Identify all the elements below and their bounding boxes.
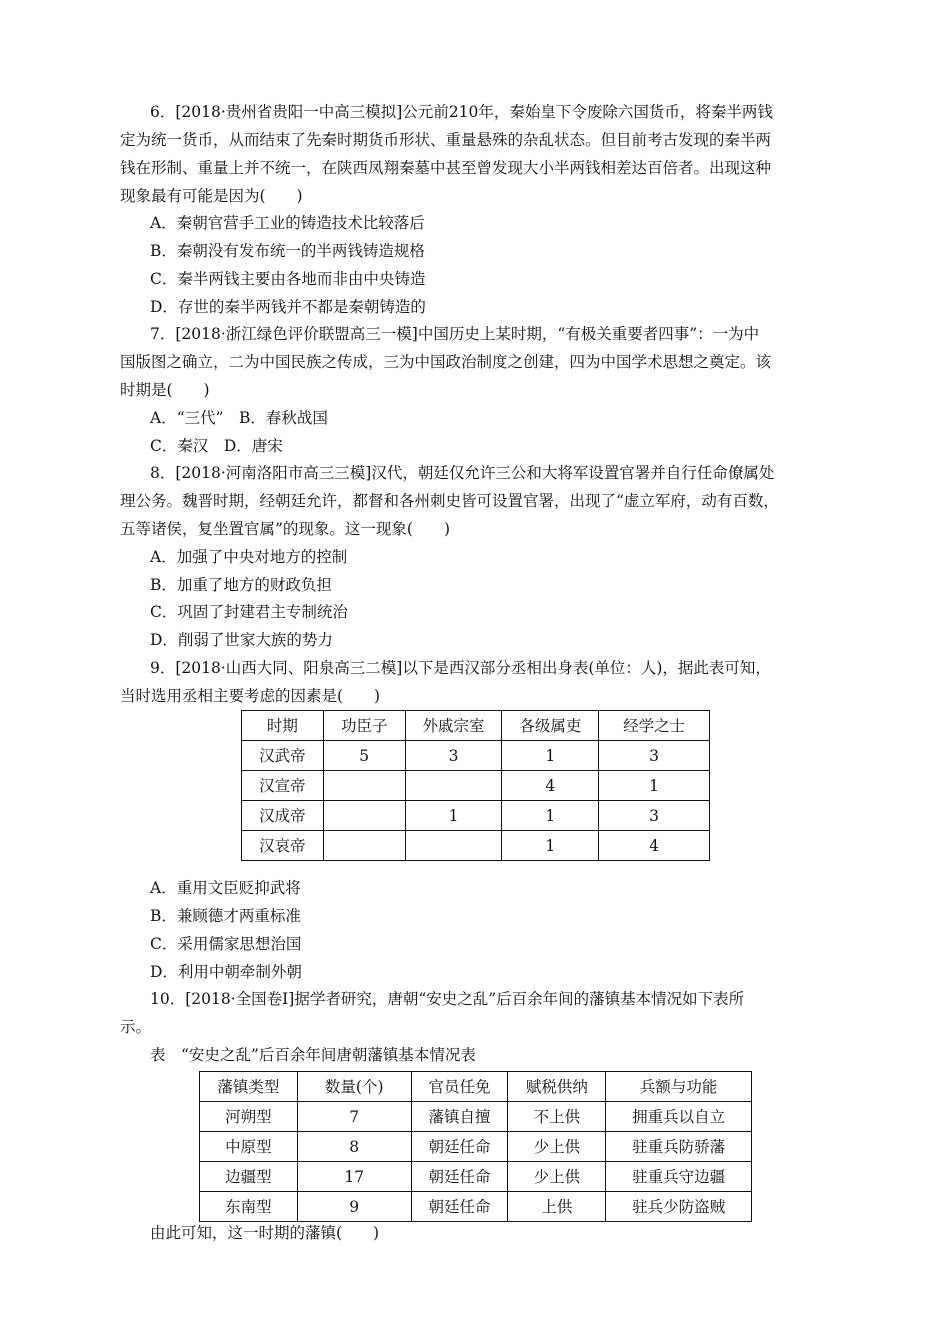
q7-options-ab: A．“三代” B．春秋战国: [150, 409, 328, 427]
table-cell: 17: [297, 1162, 411, 1192]
table-cell: 朝廷任命: [411, 1162, 508, 1192]
table-cell: 不上供: [508, 1102, 606, 1132]
table-cell: 拥重兵以自立: [606, 1102, 752, 1132]
table-header-cell: 兵额与功能: [606, 1072, 752, 1102]
q10-table: [199, 1071, 752, 1222]
table-cell: 东南型: [200, 1192, 298, 1222]
q8-stem-line-3: 五等诸侯，复坐置官属”的现象。这一现象( ): [120, 520, 451, 538]
q7-stem-line-1: 7．[2018·浙江绿色评价联盟高三一模]中国历史上某时期，“有极关重要者四事”：一为中: [150, 325, 760, 343]
table-cell: 汉成帝: [242, 801, 324, 831]
q6-stem-line-2: 定为统一货币，从而结束了先秦时期货币形状、重量悬殊的杂乱状态。但目前考古发现的秦半两: [120, 131, 772, 149]
q9-option-c: C．采用儒家思想治国: [150, 935, 302, 953]
table-cell: 7: [297, 1102, 411, 1132]
q8-option-b: B．加重了地方的财政负担: [150, 576, 332, 594]
q9-option-b: B．兼顾德才两重标准: [150, 907, 301, 925]
q6-stem-line-1: 6．[2018·贵州省贵阳一中高三模拟]公元前210年，秦始皇下令废除六国货币，将秦半两钱: [150, 103, 773, 121]
q9-option-a: A．重用文臣贬抑武将: [150, 879, 301, 897]
q7-stem-line-3: 时期是( ): [120, 381, 210, 399]
q10-table-header-row: [200, 1072, 752, 1102]
table-cell: 3: [599, 741, 710, 771]
q10-table-caption: 表 “安史之乱”后百余年间唐朝藩镇基本情况表: [150, 1046, 476, 1064]
q10-stem-line-2: 示。: [120, 1018, 152, 1036]
q8-stem-line-1: 8．[2018·河南洛阳市高三三模]汉代，朝廷仅允许三公和大将军设置官署并自行任命僚属处: [150, 464, 775, 482]
table-row: [242, 801, 710, 831]
table-cell: 驻重兵防骄藩: [606, 1132, 752, 1162]
table-cell: 河朔型: [200, 1102, 298, 1132]
table-cell: 3: [599, 801, 710, 831]
table-header-cell: 功臣子: [323, 711, 405, 741]
q6-option-a: A．秦朝官营手工业的铸造技术比较落后: [150, 214, 425, 232]
table-cell: 1: [405, 801, 502, 831]
table-cell: 驻兵少防盗贼: [606, 1192, 752, 1222]
table-cell: [323, 831, 405, 861]
q9-table-header-row: [242, 711, 710, 741]
table-header-cell: 数量(个): [297, 1072, 411, 1102]
q9-option-d: D．利用中朝牵制外朝: [150, 963, 302, 981]
q8-stem-line-2: 理公务。魏晋时期，经朝廷允许，都督和各州刺史皆可设置官署，出现了“虚立军府，动有百数，: [120, 492, 779, 510]
table-cell: 驻重兵守边疆: [606, 1162, 752, 1192]
table-row: [242, 741, 710, 771]
table-cell: 朝廷任命: [411, 1192, 508, 1222]
table-cell: 1: [502, 801, 599, 831]
table-cell: 汉武帝: [242, 741, 324, 771]
q7-stem-line-2: 国版图之确立，二为中国民族之传成，三为中国政治制度之创建，四为中国学术思想之奠定。该: [120, 353, 772, 371]
q8-option-a: A．加强了中央对地方的控制: [150, 548, 348, 566]
table-cell: [405, 831, 502, 861]
table-row: [242, 831, 710, 861]
table-cell: 1: [599, 771, 710, 801]
q6-stem-line-4: 现象最有可能是因为( ): [120, 187, 303, 205]
table-cell: [323, 771, 405, 801]
table-row: [200, 1102, 752, 1132]
table-row: [242, 771, 710, 801]
table-cell: [323, 801, 405, 831]
q9-stem-line-1: 9．[2018·山西大同、阳泉高三二模]以下是西汉部分丞相出身表(单位：人)，据此表可知，: [150, 659, 771, 677]
q9-stem-line-2: 当时选用丞相主要考虑的因素是( ): [120, 687, 381, 705]
table-cell: 9: [297, 1192, 411, 1222]
table-cell: 汉哀帝: [242, 831, 324, 861]
table-cell: 中原型: [200, 1132, 298, 1162]
table-header-cell: 赋税供纳: [508, 1072, 606, 1102]
table-header-cell: 各级属吏: [502, 711, 599, 741]
table-cell: 1: [502, 831, 599, 861]
q10-stem-line-1: 10．[2018·全国卷Ⅰ]据学者研究，唐朝“安史之乱”后百余年间的藩镇基本情况如下表所: [150, 990, 745, 1008]
table-cell: 1: [502, 741, 599, 771]
q9-table: [241, 710, 710, 861]
q6-option-c: C．秦半两钱主要由各地而非由中央铸造: [150, 270, 426, 288]
table-cell: 5: [323, 741, 405, 771]
q8-option-c: C．巩固了封建君主专制统治: [150, 603, 348, 621]
table-cell: 朝廷任命: [411, 1132, 508, 1162]
q10-followup: 由此可知，这一时期的藩镇( ): [150, 1224, 380, 1242]
table-row: [200, 1132, 752, 1162]
table-row: [200, 1162, 752, 1192]
q6-stem-line-3: 钱在形制、重量上并不统一，在陕西凤翔秦墓中甚至曾发现大小半两钱相差达百倍者。出现这种: [120, 159, 772, 177]
table-cell: 4: [599, 831, 710, 861]
table-row: [200, 1192, 752, 1222]
table-cell: 藩镇自擅: [411, 1102, 508, 1132]
table-cell: 汉宣帝: [242, 771, 324, 801]
table-cell: [405, 771, 502, 801]
table-header-cell: 时期: [242, 711, 324, 741]
table-cell: 8: [297, 1132, 411, 1162]
q6-option-b: B．秦朝没有发布统一的半两钱铸造规格: [150, 242, 425, 260]
table-header-cell: 官员任免: [411, 1072, 508, 1102]
table-header-cell: 外戚宗室: [405, 711, 502, 741]
table-cell: 边疆型: [200, 1162, 298, 1192]
table-cell: 少上供: [508, 1162, 606, 1192]
q7-options-cd: C．秦汉 D．唐宋: [150, 437, 283, 455]
table-header-cell: 藩镇类型: [200, 1072, 298, 1102]
q8-option-d: D．削弱了世家大族的势力: [150, 631, 333, 649]
table-cell: 上供: [508, 1192, 606, 1222]
table-cell: 4: [502, 771, 599, 801]
q6-option-d: D．存世的秦半两钱并不都是秦朝铸造的: [150, 298, 426, 316]
table-cell: 少上供: [508, 1132, 606, 1162]
table-header-cell: 经学之士: [599, 711, 710, 741]
table-cell: 3: [405, 741, 502, 771]
